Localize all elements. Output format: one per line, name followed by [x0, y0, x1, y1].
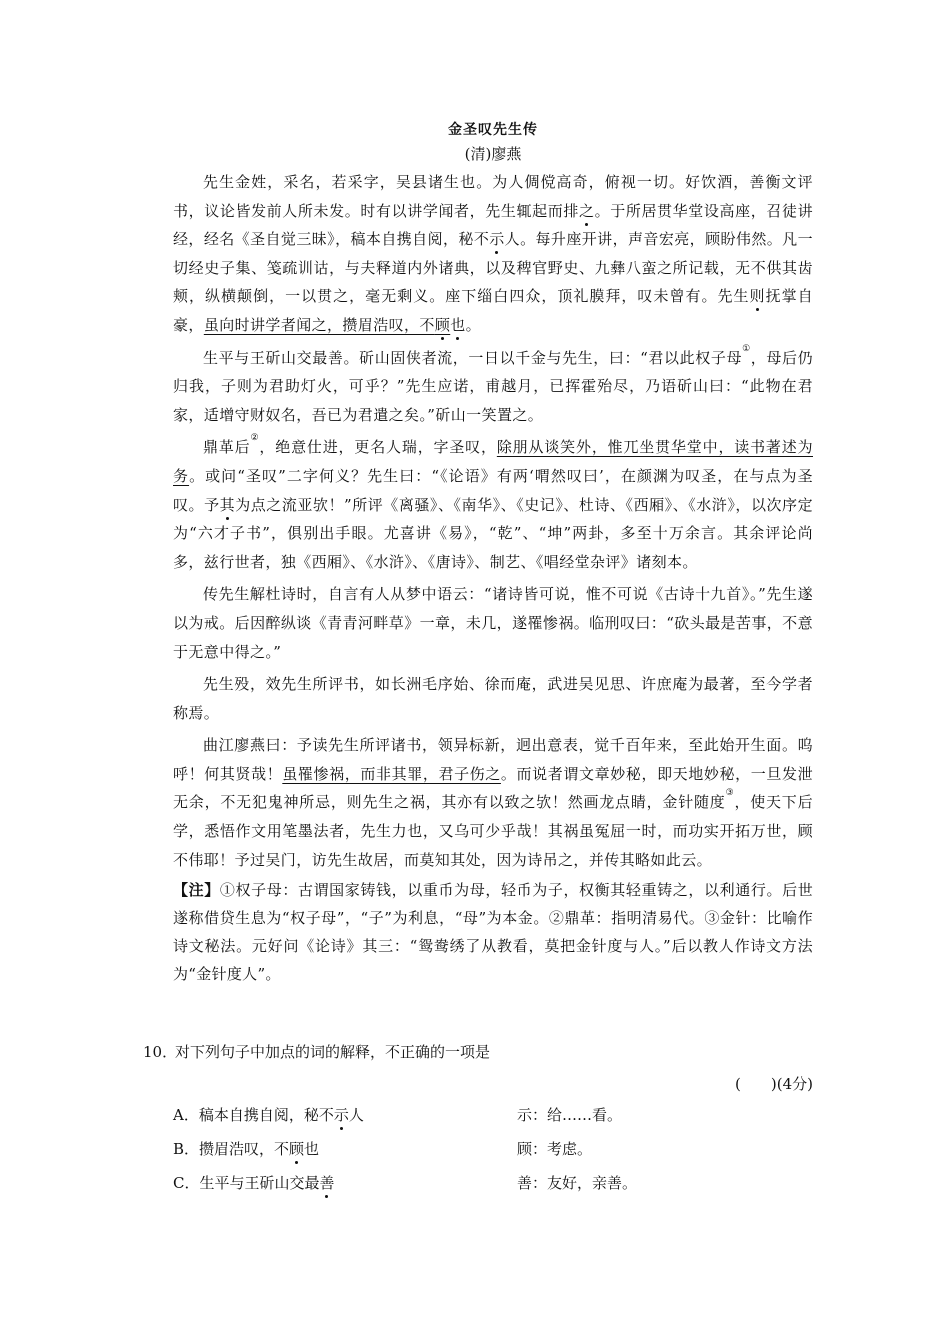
dotted-char: 之: [578, 201, 595, 220]
text-run: 人: [348, 1106, 364, 1124]
option-explanation: 善：友好，亲善。: [517, 1174, 638, 1192]
text-run: 。: [465, 315, 482, 334]
footnote-mark: ③: [725, 788, 735, 799]
option-sentence: [173, 1132, 319, 1166]
option-sentence: [173, 1166, 335, 1200]
article-title: 金圣叹先生传: [448, 122, 538, 138]
text-run: 。于所居贯华堂设高座，召徒讲经，经名《圣自觉三昧》，稿本自携自阅，秘不: [173, 201, 813, 249]
paragraph-3: [173, 433, 813, 576]
dotted-char: 其: [219, 495, 236, 514]
question-stem: [143, 1038, 813, 1066]
text-run: 鼎革后: [203, 438, 251, 457]
text-run: 为点之流亚欤！”所评《离骚》、《南华》、《史记》、杜诗、《西厢》、《水浒》，以次序定为“六才子书”，俱别出手眼。尤喜讲《易》，“乾”、“坤”两卦，多至十万余言。其余评论尚多，兹行世者，独《西厢》、《水浒》、《唐诗》、制艺、《唱经堂杂评》诸刻本。: [173, 495, 813, 571]
option-explanation: 顾：考虑。: [517, 1140, 593, 1158]
text-run: 生平与王斫山交最善。斫山固侠者流，一日以千金与先生，曰：“君以此权子母: [203, 348, 743, 367]
text-run: ，绝意仕进，更名人瑞，字圣叹，: [259, 438, 497, 457]
text-run: 曲江廖燕曰：予读先生所评诸书，领异标新，迥出意表，觉千百年来，至此始开生面。呜呼！何其贤哉！: [173, 736, 813, 783]
dotted-char: 则: [749, 287, 766, 306]
note-tag: 【注】: [173, 881, 220, 900]
text-run: A．稿本自携自阅，秘不: [173, 1106, 334, 1124]
option-explanation: 示：给……看。: [517, 1106, 623, 1124]
paragraph-4: 传先生解杜诗时，自言有人从梦中语云：“诸诗皆可说，惟不可说《古诗十九首》。”先生遂以为戒。后因醉纵谈《青青河畔草》一章，未几，遂罹惨祸。临刑叹曰：“砍头最是苦事，不意于无意中得之。”: [173, 585, 813, 661]
text-run: 先生金姓，采名，若采字，吴县诸生也。为人倜傥高奇，俯视一切。好饮酒，善衡文评书，议论皆发前人所未发。时有以讲学闻者，先生辄起而排: [173, 173, 813, 220]
text-run: ，使天下后学，悉悟作文用笔墨法者，先生力也，又乌可少乎哉！其祸虽冤屈一时，而功实开拓万世，顾不伟耶！予过吴门，访先生故居，而莫知其处，因为诗吊之，并传其略如此云。: [173, 793, 813, 869]
dotted-char: 也: [450, 315, 466, 334]
text-run: ，母后仍归我，子则为君助灯火，可乎？”先生应诺，甫越月，已挥霍殆尽，乃语斫山曰：“此物在君家，适增守财奴名，吾已为君遣之矣。”斫山一笑置之。: [173, 348, 814, 424]
answer-blank-score: ( )(4分): [735, 1075, 813, 1093]
note-text: ①权子母：古谓国家铸钱，以重币为母，轻币为子，权衡其轻重铸之，以利通行。后世遂称借贷生息为“权子母”，“子”为利息，“母”为本金。②鼎革：指明清易代。③金针：比喻作诗文秘法。元好问《论诗》其三：“鸳鸯绣了从教看，莫把金针度与人。”后以教人作诗文方法为“金针度人”。: [173, 881, 813, 984]
question-10: [143, 1038, 813, 1200]
article-author: (清)廖燕: [464, 145, 522, 163]
text-run: 人。每升座开讲，声音宏亮，顾盼伟然。凡一切经史子集、笺疏训诂，与夫释道内外诸典，以及稗官野史、九彝八蛮之所记载，无不供其齿颊，纵横颠倒，一以贯之，毫无剩义。座下缁白四众，顶礼膜拜，叹未曾有。先生: [173, 230, 813, 306]
option-sentence: [173, 1098, 364, 1132]
text-run: B．攒眉浩叹，不: [173, 1140, 290, 1158]
dotted-char: 示: [333, 1106, 349, 1124]
footnote-mark: ①: [742, 343, 751, 354]
underlined-sentence: 除朋从谈笑外，惟兀坐贯华堂中，读书著述为务: [173, 438, 813, 485]
text-run: 虽向时讲学者闻之，攒眉浩叹，不: [203, 315, 435, 334]
question-text: 对下列句子中加点的词的解释，不正确的一项是: [175, 1043, 491, 1061]
paragraph-6: [173, 731, 813, 874]
text-run: 。或问“圣叹”二字何义？先生曰：“《论语》有两‘喟然叹曰’，在颜渊为叹圣，在与点为圣叹。予: [173, 466, 813, 514]
option-b[interactable]: [143, 1132, 813, 1166]
option-a[interactable]: [143, 1098, 813, 1132]
underlined-sentence: 虽罹惨祸，而非其罪，君子伤之: [282, 764, 501, 783]
text-run: C．生平与王斫山交最: [173, 1174, 320, 1192]
footnote-mark: ②: [250, 433, 260, 444]
notes: [173, 876, 813, 988]
underlined-sentence: [204, 316, 450, 334]
dotted-char: 示: [489, 230, 505, 249]
text-run: 也: [304, 1140, 320, 1158]
question-number: 10．: [143, 1043, 178, 1061]
paragraph-1: [173, 168, 813, 340]
text-run: 抚掌自豪，: [173, 287, 813, 334]
dotted-char: 顾: [289, 1140, 305, 1158]
text-run: 。而说者谓文章妙秘，即天地妙秘，一旦发泄无余，不无犯鬼神所忌，则先生之祸，其亦有以致之欤！然画龙点睛，金针随度: [173, 764, 813, 812]
dotted-char: 顾: [434, 315, 451, 334]
article: [173, 118, 813, 988]
option-c[interactable]: [143, 1166, 813, 1200]
dotted-char: 善: [319, 1174, 335, 1192]
paragraph-2: [173, 344, 813, 430]
paragraph-5: 先生殁，效先生所评书，如长洲毛序始、徐而庵，武进吴见思、许庶庵为最著，至今学者称焉。: [173, 675, 813, 722]
